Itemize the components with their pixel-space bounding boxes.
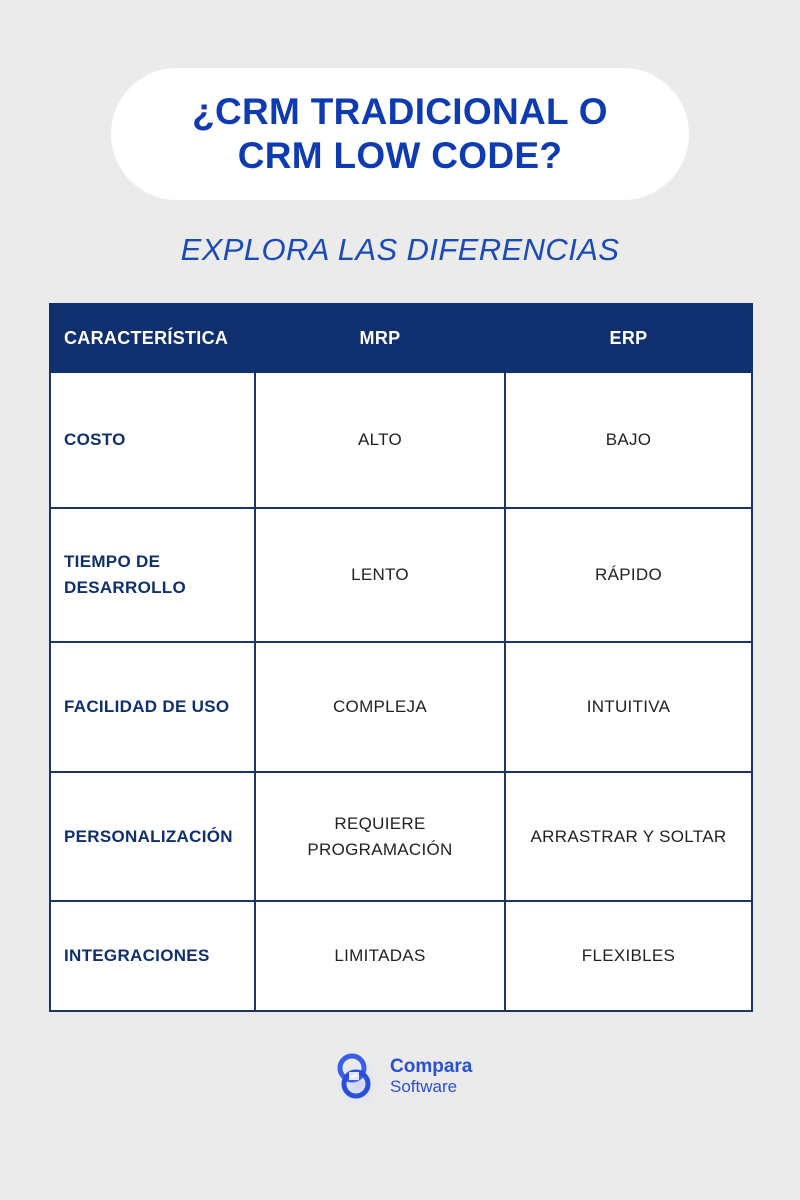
comparison-table	[49, 303, 753, 1012]
table-row	[50, 901, 752, 1011]
feature-cell: INTEGRACIONES	[50, 901, 255, 1011]
page-title-line-2: CRM LOW CODE?	[237, 135, 563, 176]
erp-cell: BAJO	[505, 372, 752, 508]
brand-name: Compara	[390, 1056, 473, 1077]
feature-cell: PERSONALIZACIÓN	[50, 772, 255, 901]
table-row	[50, 372, 752, 508]
table-row	[50, 642, 752, 772]
feature-cell: TIEMPO DE DESARROLLO	[50, 508, 255, 642]
mrp-cell: LIMITADAS	[255, 901, 505, 1011]
mrp-cell: ALTO	[255, 372, 505, 508]
page-subtitle: EXPLORA LAS DIFERENCIAS	[180, 232, 620, 267]
erp-cell: FLEXIBLES	[505, 901, 752, 1011]
column-header-feature: CARACTERÍSTICA	[50, 304, 255, 372]
table-row	[50, 772, 752, 901]
compara-software-logo-icon	[330, 1046, 382, 1112]
page-title-line-1: ¿CRM TRADICIONAL O	[192, 91, 608, 132]
feature-cell: FACILIDAD DE USO	[50, 642, 255, 772]
erp-cell: RÁPIDO	[505, 508, 752, 642]
mrp-cell: LENTO	[255, 508, 505, 642]
feature-cell: COSTO	[50, 372, 255, 508]
column-header-erp: ERP	[505, 304, 752, 372]
erp-cell: INTUITIVA	[505, 642, 752, 772]
table-row	[50, 508, 752, 642]
title-banner	[111, 68, 689, 200]
compara-software-logo	[330, 1046, 472, 1112]
mrp-cell: COMPLEJA	[255, 642, 505, 772]
table-header-row	[50, 304, 752, 372]
column-header-mrp: MRP	[255, 304, 505, 372]
brand-name-secondary: Software	[390, 1077, 458, 1096]
mrp-cell: REQUIERE PROGRAMACIÓN	[255, 772, 505, 901]
erp-cell: ARRASTRAR Y SOLTAR	[505, 772, 752, 901]
